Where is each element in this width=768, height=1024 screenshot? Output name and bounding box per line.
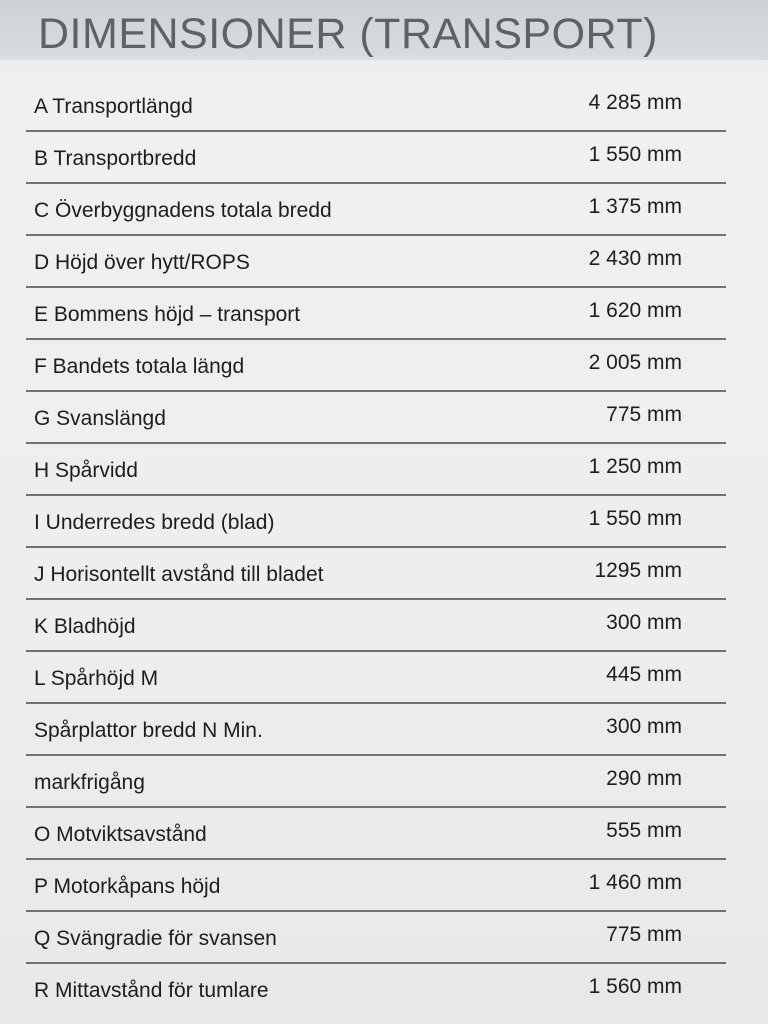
row-value: 445 mm [606,663,682,686]
table-row [26,860,726,912]
row-label: L Spårhöjd M [34,667,159,690]
dimensions-table [26,80,726,1016]
row-label: H Spårvidd [34,459,138,482]
row-value: 1 560 mm [588,975,682,998]
row-value: 555 mm [606,819,682,842]
table-row [26,288,726,340]
row-label: O Motviktsavstånd [34,823,207,846]
row-label: I Underredes bredd (blad) [34,511,275,534]
row-label: K Bladhöjd [34,615,136,638]
table-row [26,496,726,548]
row-value: 1 620 mm [588,299,682,322]
table-row [26,600,726,652]
row-value: 4 285 mm [588,91,682,114]
table-row [26,184,726,236]
row-value: 2 005 mm [588,351,682,374]
table-row [26,236,726,288]
row-label: Q Svängradie för svansen [34,927,277,950]
table-row [26,80,726,132]
row-value: 775 mm [606,403,682,426]
row-label: R Mittavstånd för tumlare [34,979,269,1002]
row-value: 1 550 mm [588,507,682,530]
row-label: Spårplattor bredd N Min. [34,719,263,742]
table-row [26,964,726,1016]
table-row [26,340,726,392]
row-label: markfrigång [34,771,145,794]
row-label: B Transportbredd [34,147,197,170]
row-label: F Bandets totala längd [34,355,245,378]
row-value: 290 mm [606,767,682,790]
row-value: 1 250 mm [588,455,682,478]
header-band [0,0,768,60]
table-row [26,652,726,704]
row-label: D Höjd över hytt/ROPS [34,251,250,274]
row-value: 300 mm [606,715,682,738]
table-row [26,704,726,756]
row-value: 1 460 mm [588,871,682,894]
row-value: 2 430 mm [588,247,682,270]
row-value: 1 375 mm [588,195,682,218]
row-label: J Horisontellt avstånd till bladet [34,563,324,586]
table-row [26,392,726,444]
row-value: 1295 mm [594,559,682,582]
table-row [26,548,726,600]
row-value: 300 mm [606,611,682,634]
row-label: P Motorkåpans höjd [34,875,221,898]
row-label: A Transportlängd [34,95,193,118]
table-row [26,808,726,860]
row-value: 775 mm [606,923,682,946]
table-row [26,132,726,184]
row-label: G Svanslängd [34,407,166,430]
table-row [26,444,726,496]
table-row [26,756,726,808]
row-label: C Överbyggnadens totala bredd [34,199,332,222]
table-row [26,912,726,964]
row-label: E Bommens höjd – transport [34,303,301,326]
row-value: 1 550 mm [588,143,682,166]
page-title: DIMENSIONER (TRANSPORT) [38,10,658,58]
